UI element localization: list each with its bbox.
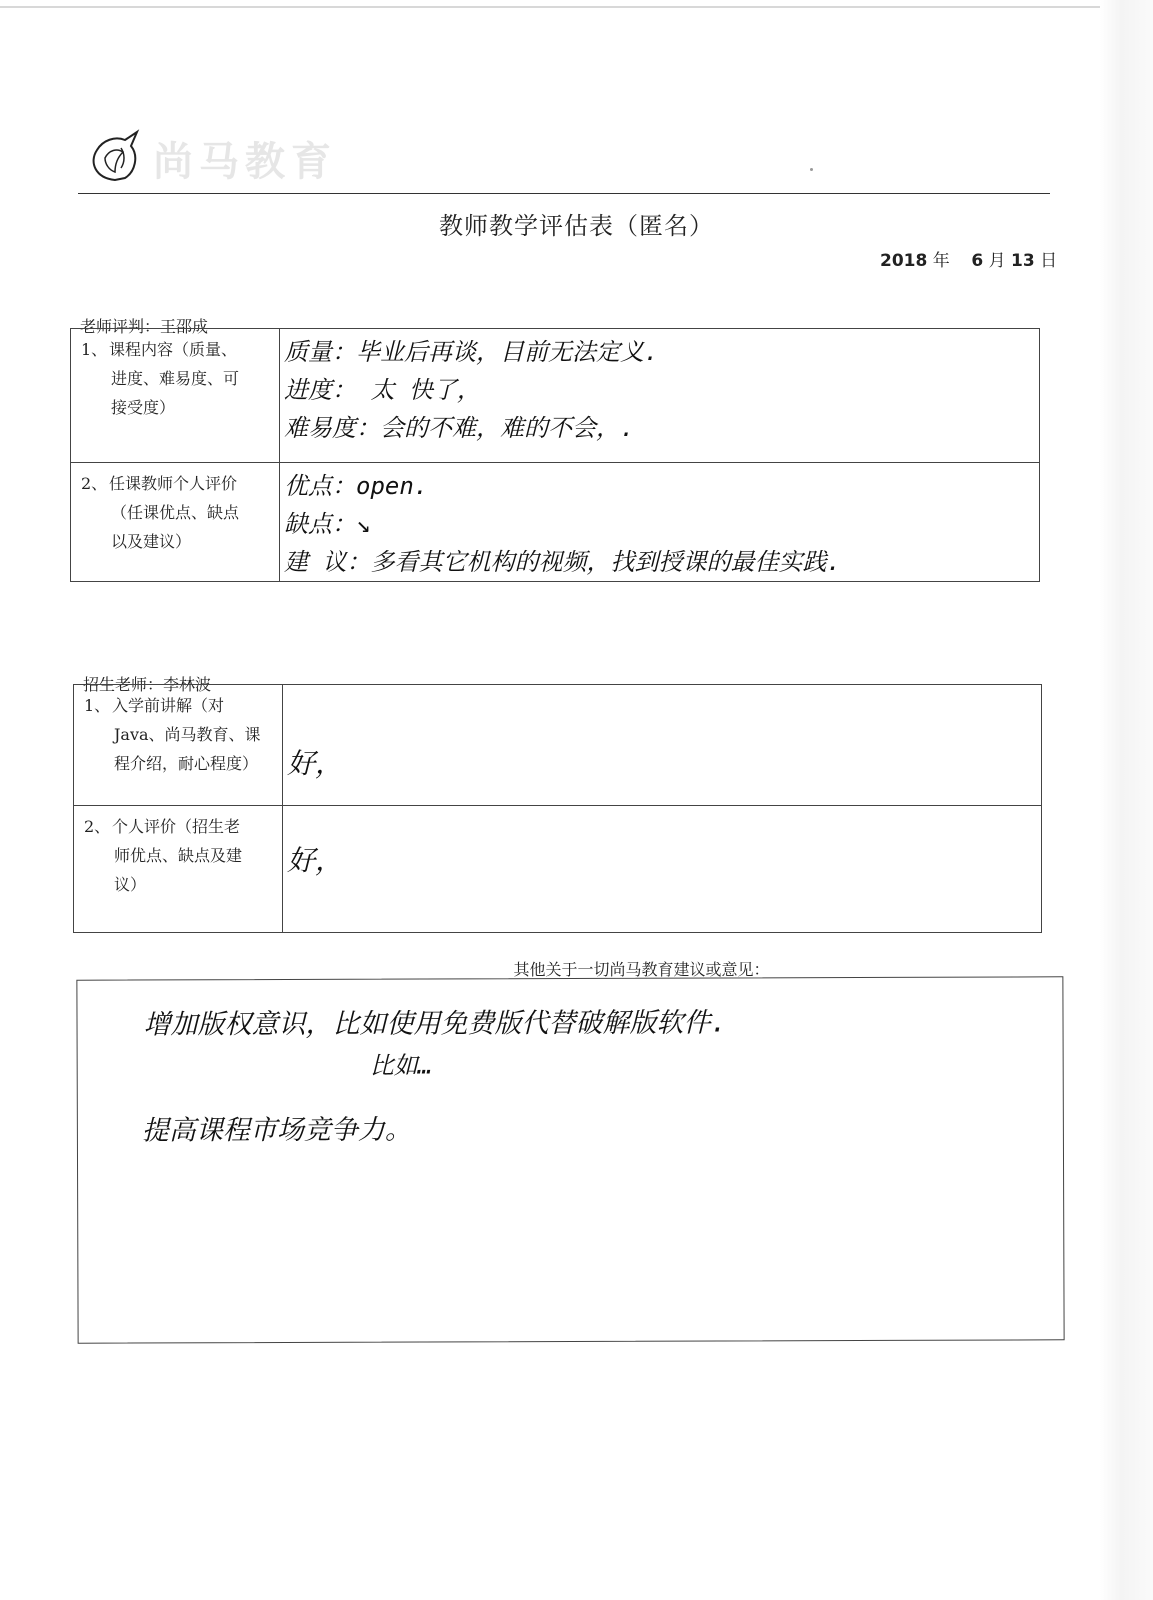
question-line: 接受度）: [111, 398, 176, 417]
other-section-title: 其他关于一切尚马教育建议或意见：: [513, 960, 770, 979]
answer-cell: [283, 806, 1042, 933]
handwritten-answer: 进度： 太 快了，: [284, 376, 481, 404]
handwritten-comment: 提高课程市场竞争力。: [141, 1114, 412, 1147]
handwritten-answer: 好，: [287, 747, 344, 780]
answer-cell: [283, 685, 1042, 806]
handwritten-answer: 难易度：会的不难，难的不会，.: [284, 414, 635, 442]
teacher-row-personal: [71, 463, 1040, 582]
date-month-unit: 月: [988, 251, 1006, 271]
row-number: 1、: [81, 340, 108, 359]
other-comments-box: [76, 976, 1064, 1343]
question-cell: [74, 806, 283, 933]
brand-logo: [85, 128, 375, 188]
date-year-unit: 年: [932, 251, 950, 271]
question-cell: [74, 685, 283, 806]
handwritten-comment: 比如…: [369, 1051, 433, 1080]
question-line: 以及建议）: [111, 532, 192, 551]
row-number: 1、: [84, 696, 111, 715]
handwritten-answer: 缺点：↘: [284, 510, 371, 538]
teacher-section-label: 老师评判：王邵成: [80, 317, 209, 336]
handwritten-comment: 增加版权意识，比如使用免费版代替破解版软件.: [143, 1007, 727, 1041]
admission-row-personal: [74, 806, 1042, 933]
date-day-unit: 日: [1040, 251, 1058, 271]
form-title: 教师教学评估表（匿名）: [439, 212, 714, 240]
question-line: 进度、难易度、可: [111, 369, 240, 388]
handwritten-answer: 优点：open.: [284, 472, 429, 500]
date-year: 2018: [880, 251, 928, 271]
date-month: 6: [971, 251, 984, 271]
row-number: 2、: [84, 817, 111, 836]
handwritten-answer: 建 议：多看其它机构的视频，找到授课的最佳实践.: [284, 548, 841, 576]
handwritten-answer: 质量：毕业后再谈，目前无法定义.: [284, 338, 659, 366]
admission-eval-table: [73, 684, 1042, 933]
teacher-eval-table: [70, 328, 1040, 582]
row-number: 2、: [81, 474, 108, 493]
question-line: 议）: [114, 875, 147, 894]
handwritten-answer: 好，: [287, 844, 344, 877]
brand-name: 尚马教育: [153, 139, 337, 185]
unicorn-logo-icon: [85, 128, 147, 188]
date-day: 13: [1011, 251, 1035, 271]
scan-speck: [810, 168, 813, 171]
form-date: [880, 246, 1057, 271]
scan-edge: [0, 6, 1153, 8]
question-line: 程介绍，耐心程度）: [114, 754, 259, 773]
question-line: 任课教师个人评价: [109, 474, 238, 493]
header-rule: [78, 193, 1050, 194]
question-line: 个人评价（招生老: [112, 817, 241, 836]
question-line: （任课优点、缺点: [111, 503, 240, 522]
question-line: Java、尚马教育、课: [114, 725, 261, 744]
question-line: 入学前讲解（对: [112, 696, 225, 715]
question-cell: [71, 463, 280, 582]
question-cell: [71, 329, 280, 463]
question-line: 师优点、缺点及建: [114, 846, 243, 865]
admission-row-intro: [74, 685, 1042, 806]
answer-cell: [280, 463, 1040, 582]
question-line: 课程内容（质量、: [109, 340, 238, 359]
teacher-row-course: [71, 329, 1040, 463]
admission-section-label: 招生老师：李林波: [83, 675, 212, 694]
answer-cell: [280, 329, 1040, 463]
